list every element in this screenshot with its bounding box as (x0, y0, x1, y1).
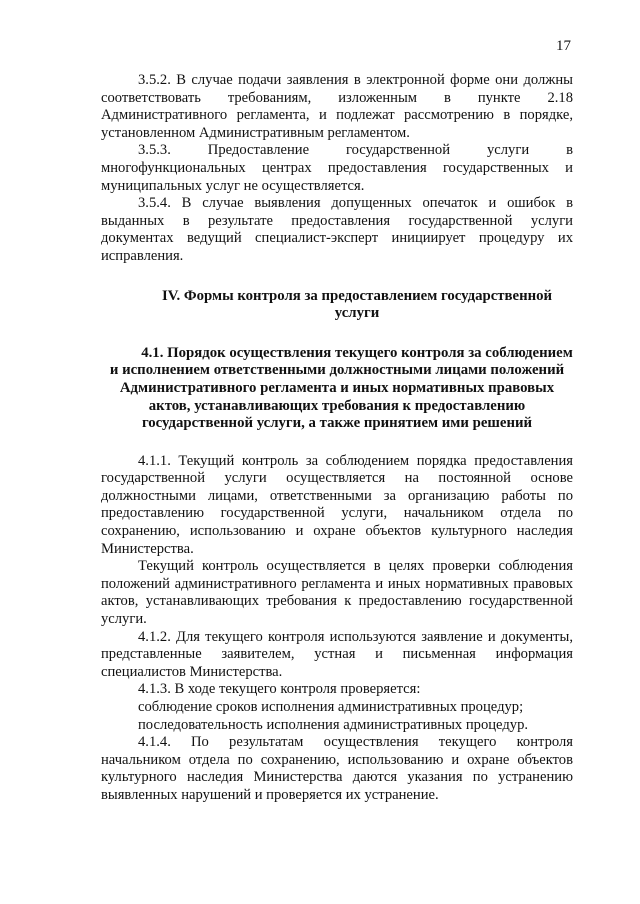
section-heading-4-1 (101, 345, 573, 433)
paragraph-4-1-4: 4.1.4. По результатам осуществления текущего контроля начальником отдела по сохранению, использованию и охране объектов культурного наследия Министерства даются указания по устранению выявленных нарушений и проверяется их устранение. (101, 734, 573, 803)
page-number: 17 (556, 38, 571, 54)
paragraph-4-1-1: 4.1.1. Текущий контроль за соблюдением порядка предоставления государственной услуги осуществляется на постоянной основе должностными лицами, ответственными за организацию работы по предоставлению государственной услуги, начальником отдела по сохранению, использованию и охране объектов культурного наследия Министерства. (101, 452, 573, 557)
section-heading-line: 4.1. Порядок осуществления текущего контроля за соблюдением (141, 344, 573, 361)
paragraph-3-5-3: 3.5.3. Предоставление государственной услуги в многофункциональных центрах предоставления государственных и муниципальных услуг не осуществляется. (101, 142, 573, 194)
paragraph-4-1-2: 4.1.2. Для текущего контроля используются заявление и документы, представленные заявителем, устная и письменная информация специалистов Министерства. (101, 628, 573, 680)
chapter-heading: IV. Формы контроля за предоставлением государственной услуги (161, 287, 553, 322)
paragraph-3-5-2: 3.5.2. В случае подачи заявления в электронной форме они должны соответствовать требованиям, изложенным в пункте 2.18 Административного регламента, и подлежат рассмотрению в порядке, установленном Административным регламентом. (101, 72, 573, 141)
document-body (101, 72, 573, 805)
paragraph-3-5-4: 3.5.4. В случае выявления допущенных опечаток и ошибок в выданных в результате предоставления государственной услуги документах ведущий специалист-эксперт инициирует процедуру их исправления. (101, 195, 573, 264)
paragraph-control-goal: Текущий контроль осуществляется в целях проверки соблюдения положений административного регламента и иных нормативных правовых актов, устанавливающих требования к предоставлению государственной услуги. (101, 558, 573, 628)
check-item: соблюдение сроков исполнения административных процедур; (138, 699, 524, 715)
paragraph-4-1-3: 4.1.3. В ходе текущего контроля проверяется: (138, 681, 421, 698)
check-item: последовательность исполнения административных процедур. (138, 716, 529, 733)
section-heading-line: и исполнением ответственными должностными лицами положений Административного регламента и иных нормативных правовых актов, устанавливающих требования к предоставлению государственной услуги, а также принятием ими решений (109, 362, 565, 432)
